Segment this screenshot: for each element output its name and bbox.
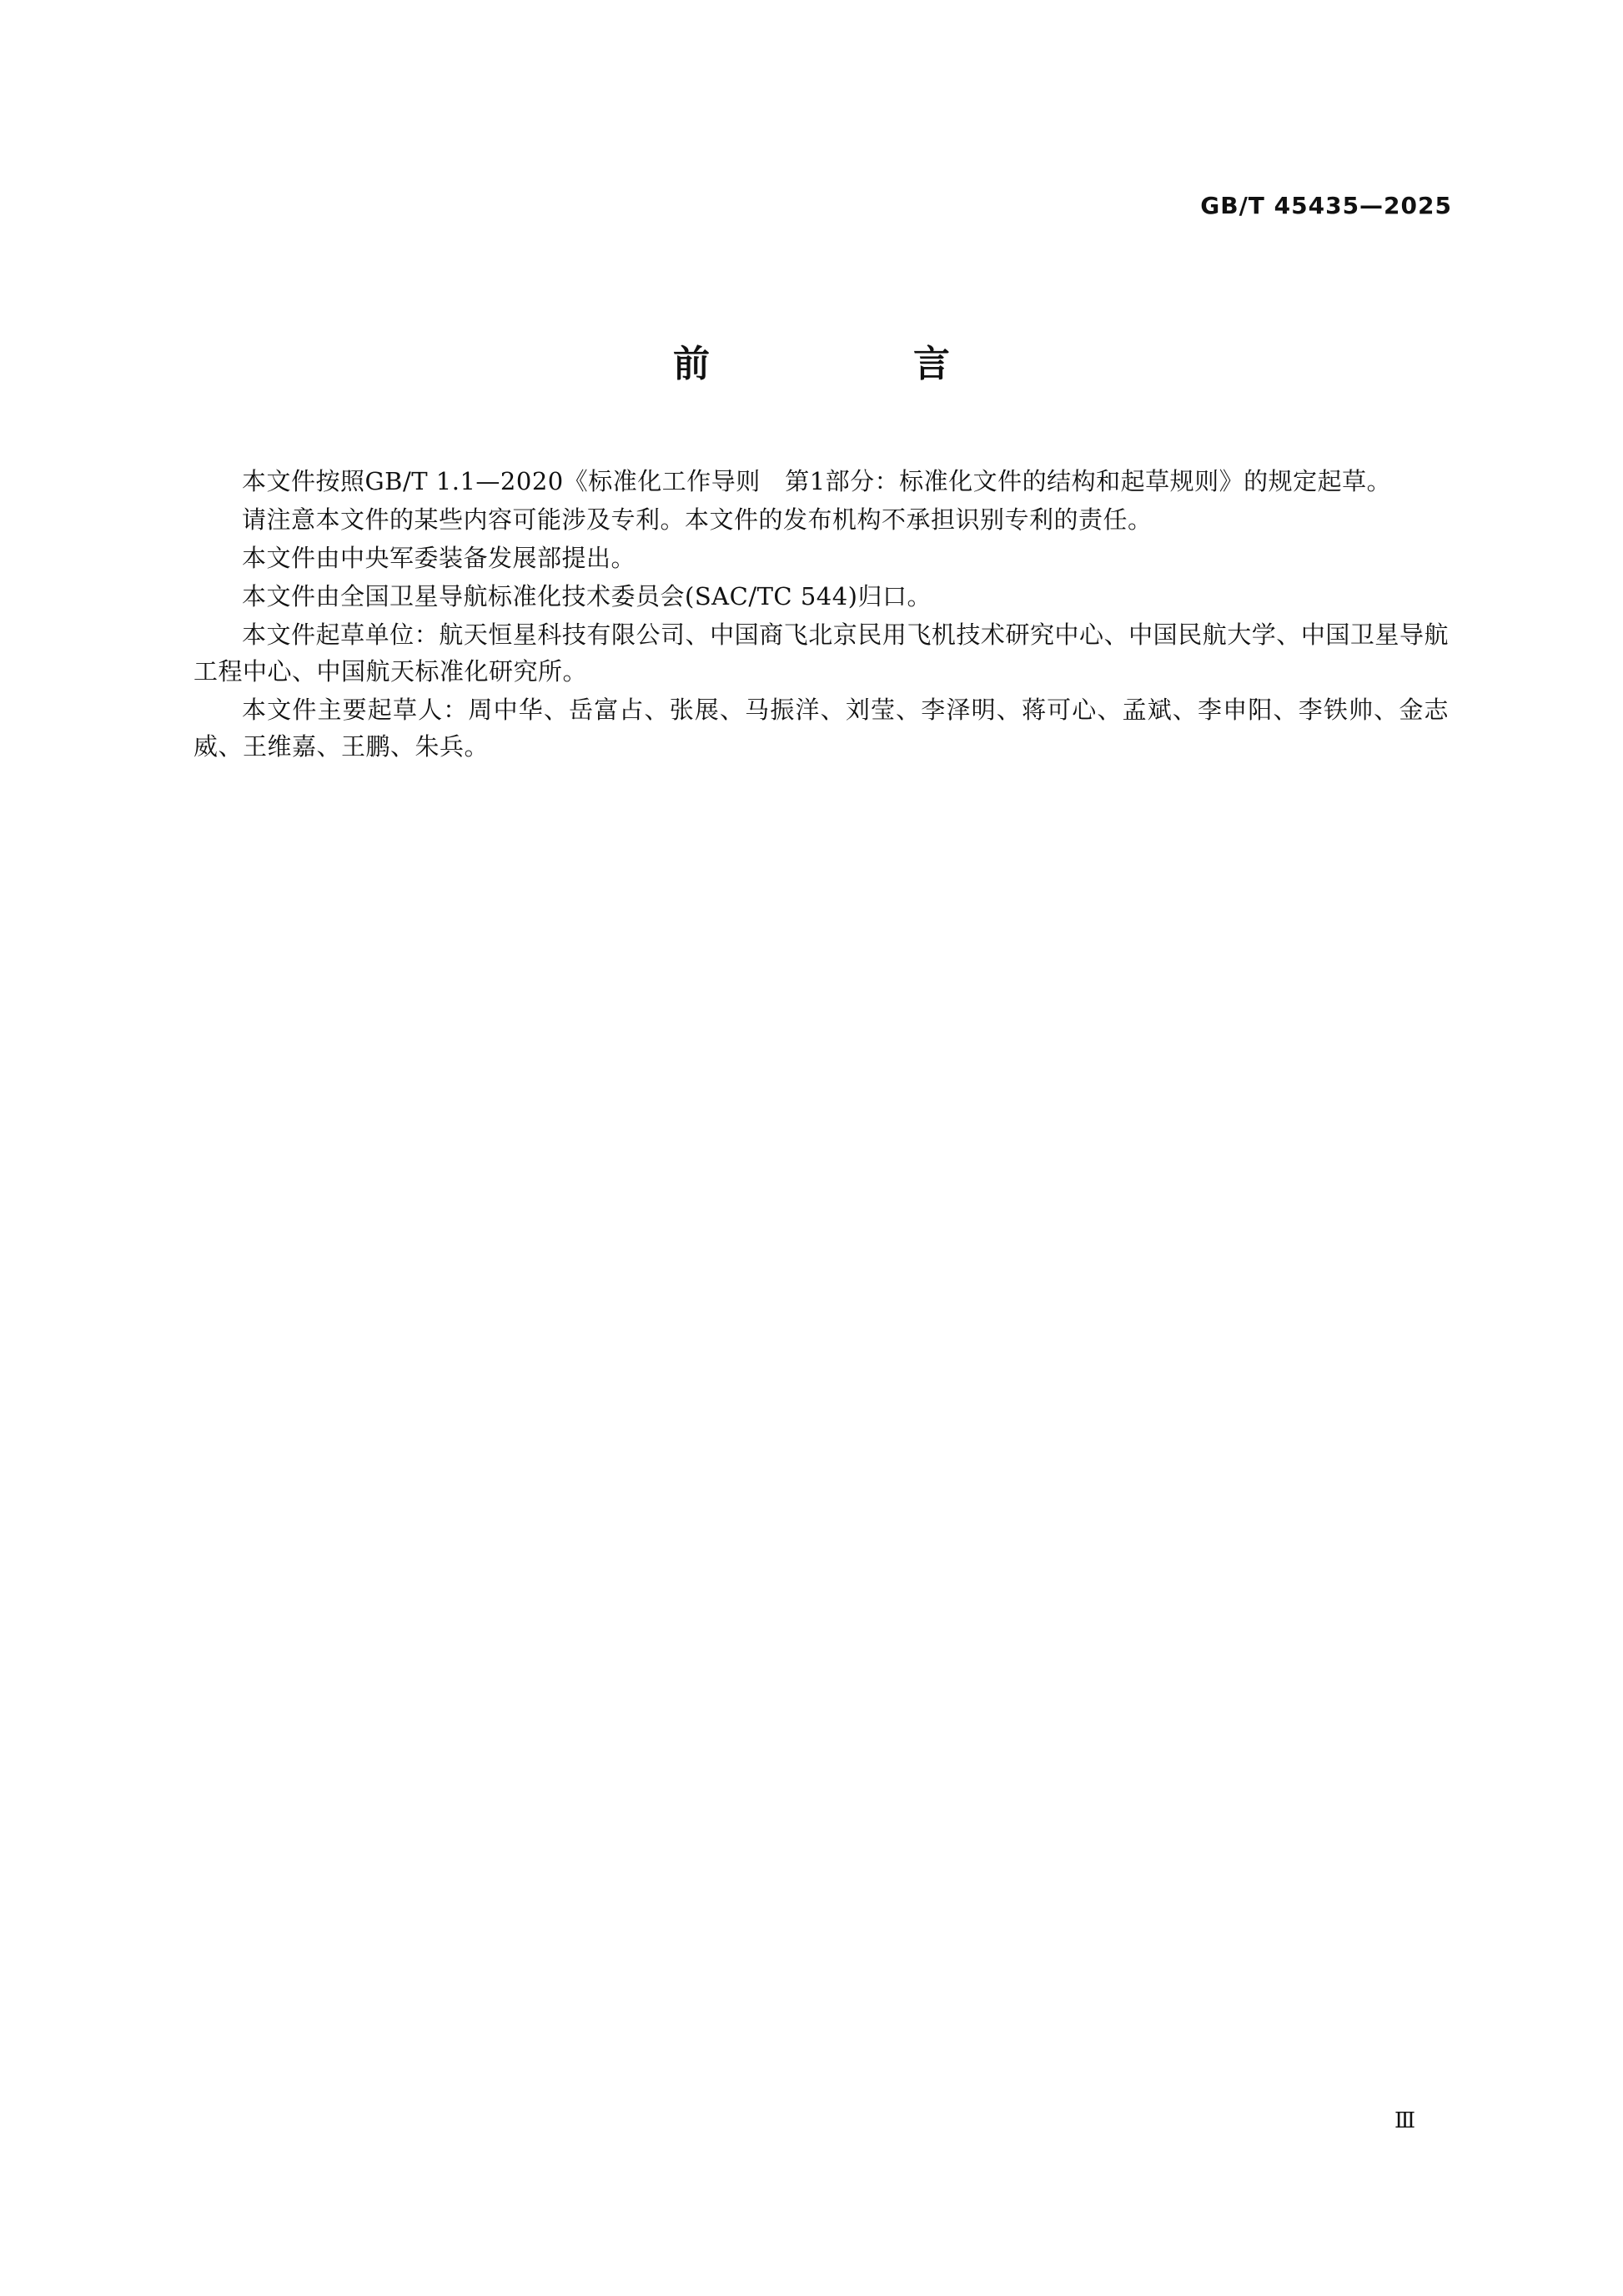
paragraph-proposer: 本文件由中央军委装备发展部提出。 [242, 544, 636, 572]
foreword-body [193, 463, 1449, 766]
page-number: Ⅲ [1394, 2108, 1416, 2133]
paragraph-patent-notice: 请注意本文件的某些内容可能涉及专利。本文件的发布机构不承担识别专利的责任。 [242, 505, 1153, 534]
document-number: GB/T 45435—2025 [1200, 192, 1452, 219]
page-title: 前 言 [673, 343, 1033, 385]
paragraph-drafting-units: 本文件起草单位：航天恒星科技有限公司、中国商飞北京民用飞机技术研究中心、中国民航大学、中国卫星导航工程中心、中国航天标准化研究所。 [193, 620, 1449, 686]
paragraph-drafting-basis: 本文件按照GB/T 1.1—2020《标准化工作导则 第1部分：标准化文件的结构和起草规则》的规定起草。 [242, 467, 1392, 495]
paragraph-committee: 本文件由全国卫星导航标准化技术委员会(SAC/TC 544)归口。 [242, 582, 932, 610]
paragraph-drafters: 本文件主要起草人：周中华、岳富占、张展、马振洋、刘莹、李泽明、蒋可心、孟斌、李申阳、李铁帅、金志威、王维嘉、王鹏、朱兵。 [193, 696, 1449, 761]
